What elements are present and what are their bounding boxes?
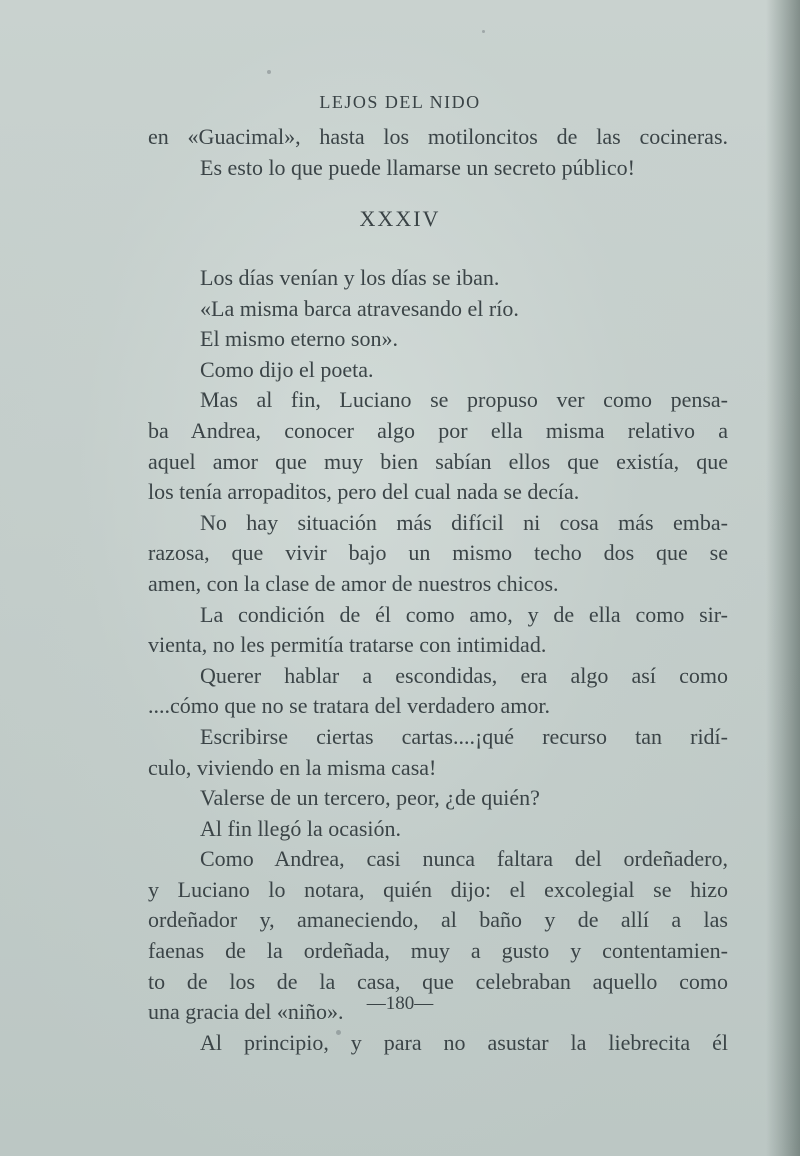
text-line: en «Guacimal», hasta los motiloncitos de las cocineras. (148, 124, 728, 149)
chapter-heading: XXXIV (359, 206, 441, 231)
running-head: LEJOS DEL NIDO (319, 92, 481, 112)
text-line: culo, viviendo en la misma casa! (148, 754, 437, 780)
text-line: No hay situación más difícil ni cosa más emba- (200, 509, 728, 535)
paragraph (148, 783, 728, 814)
verse-line: Como dijo el poeta. (200, 356, 374, 382)
text-line: Querer hablar a escondidas, era algo así como (200, 662, 728, 688)
text-line: Es esto lo que puede llamarse un secreto público! (200, 154, 635, 180)
paper-speck (267, 70, 271, 74)
paragraph (148, 814, 728, 845)
paper-speck (482, 30, 485, 33)
top-text (148, 122, 728, 183)
paragraph (148, 600, 728, 661)
text-line: Mas al fin, Luciano se propuso ver como pensa- (200, 387, 728, 413)
text-line: aquel amor que muy bien sabían ellos que existía, que (148, 448, 728, 474)
paragraph (148, 661, 728, 722)
text-line: Al principio, y para no asustar la liebrecita él (200, 1029, 728, 1055)
text-line: Como Andrea, casi nunca faltara del ordeñadero, (200, 846, 728, 872)
paragraph (148, 508, 728, 600)
paragraph (148, 385, 728, 507)
text-line: to de los de la casa, que celebraban aquello como (148, 968, 728, 994)
text-line: razosa, que vivir bajo un mismo techo dos que se (148, 540, 728, 566)
text-line: amen, con la clase de amor de nuestros chicos. (148, 570, 559, 596)
verse-line: Los días venían y los días se iban. (200, 265, 500, 290)
text-line: una gracia del «niño». (148, 999, 344, 1025)
page-edge-shadow (766, 0, 800, 1156)
paragraph (148, 1028, 728, 1059)
paragraph (148, 722, 728, 783)
chapter-body (148, 263, 728, 1058)
text-line: ba Andrea, conocer algo por ella misma relativo a (148, 417, 728, 443)
text-line: vienta, no les permitía tratarse con intimidad. (148, 632, 547, 658)
text-line: los tenía arropaditos, pero del cual nada se decía. (148, 479, 580, 505)
text-line: Escribirse ciertas cartas....¡qué recurso tan ridí- (200, 723, 728, 749)
page-number: —180— (366, 993, 434, 1014)
text-line: y Luciano lo notara, quién dijo: el excolegial se hizo (148, 876, 728, 902)
verse-line: El mismo eterno son». (200, 326, 398, 352)
text-line: faenas de la ordeñada, muy a gusto y contentamien- (148, 938, 728, 964)
text-line: ....cómo que no se tratara del verdadero amor. (148, 693, 550, 719)
text-line: Valerse de un tercero, peor, ¿de quién? (200, 785, 540, 811)
verse-line: «La misma barca atravesando el río. (200, 295, 519, 321)
text-line: La condición de él como amo, y de ella como sir- (200, 601, 728, 627)
text-line: Al fin llegó la ocasión. (200, 815, 402, 841)
text-line: ordeñador y, amaneciendo, al baño y de allí a las (148, 907, 728, 933)
